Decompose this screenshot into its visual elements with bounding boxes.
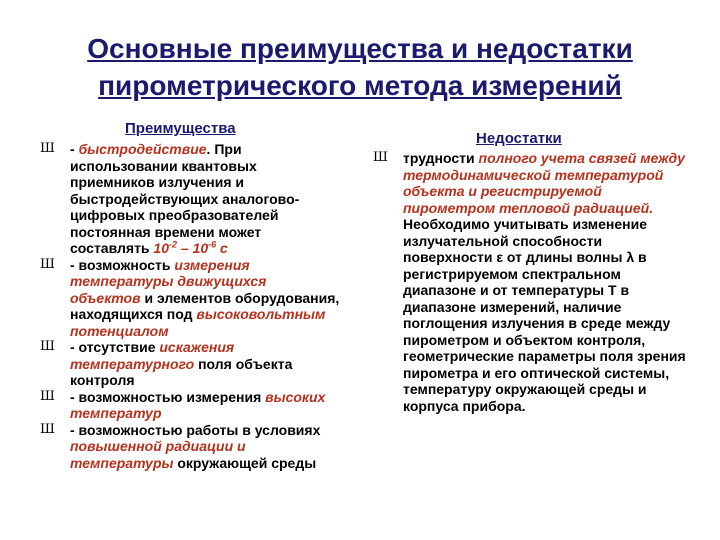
advantages-heading: Преимущества [125,120,236,137]
title-line-2: пирометрического метода измерений [98,70,622,101]
item-text: трудности [403,150,479,166]
highlight-text: с [216,240,228,256]
advantages-list [40,141,340,471]
bullet-icon: Ш [40,388,54,404]
highlight-text: искажения температурного [70,339,235,372]
item-text: - возможность [70,256,175,273]
highlight-text: 10 [153,240,169,256]
highlight-text: высоковольтным потенциалом [70,306,326,339]
slide-title [0,30,720,104]
advantage-item [40,141,340,257]
highlight-text: -6 [208,239,217,250]
bullet-icon: Ш [40,421,54,437]
advantage-item [40,422,340,472]
disadvantages-list [373,150,688,414]
highlight-text: повышенной радиации и температуры [70,438,246,471]
item-text: - [70,141,79,157]
highlight-text: высоких температур [70,388,326,421]
item-text: . При использовании квантовых приемников излучения и быстродействующих аналогово-цифровых преобразователей постоянная времени может составлять [70,141,300,256]
advantage-item [40,257,340,340]
highlight-text: – 10 [177,240,209,256]
advantage-item [40,389,340,422]
advantage-item [40,339,340,389]
bullet-icon: Ш [373,150,387,165]
highlight-text: -2 [169,239,178,250]
item-text: поля объекта контроля [70,355,293,388]
disadvantages-heading: Недостатки [476,130,562,147]
item-text: - отсутствие [70,339,160,355]
item-text: Необходимо учитывать изменение излучательной способности поверхности ε от длины волны λ в регистрируемом спектральном диапазоне и от температуры Т в диапазоне измерений, наличие поглощения излучения в среде между пирометром и объектом контроля, геометрические параметры поля зрения пирометра и его оптической системы, температуру окружающей среды и корпуса прибора. [403,216,686,414]
bullet-icon: Ш [40,141,54,156]
item-text: и элементов оборудования, находящихся под [70,289,340,322]
item-text: окружающей среды [173,454,317,471]
bullet-icon: Ш [40,339,54,354]
disadvantage-item [373,150,688,414]
title-line-1: Основные преимущества и недостатки [87,33,633,64]
highlight-text: измерения температуры движущихся объектов [70,256,267,306]
bullet-icon: Ш [40,256,54,272]
item-text: - возможностью измерения [70,388,266,405]
highlight-text: полного учета связей между термодинамической температурой объекта и регистрируемой пирометром тепловой радиацией. [403,150,685,216]
item-text: - возможностью работы в условиях [70,421,321,438]
highlight-text: быстродействие [78,141,207,157]
